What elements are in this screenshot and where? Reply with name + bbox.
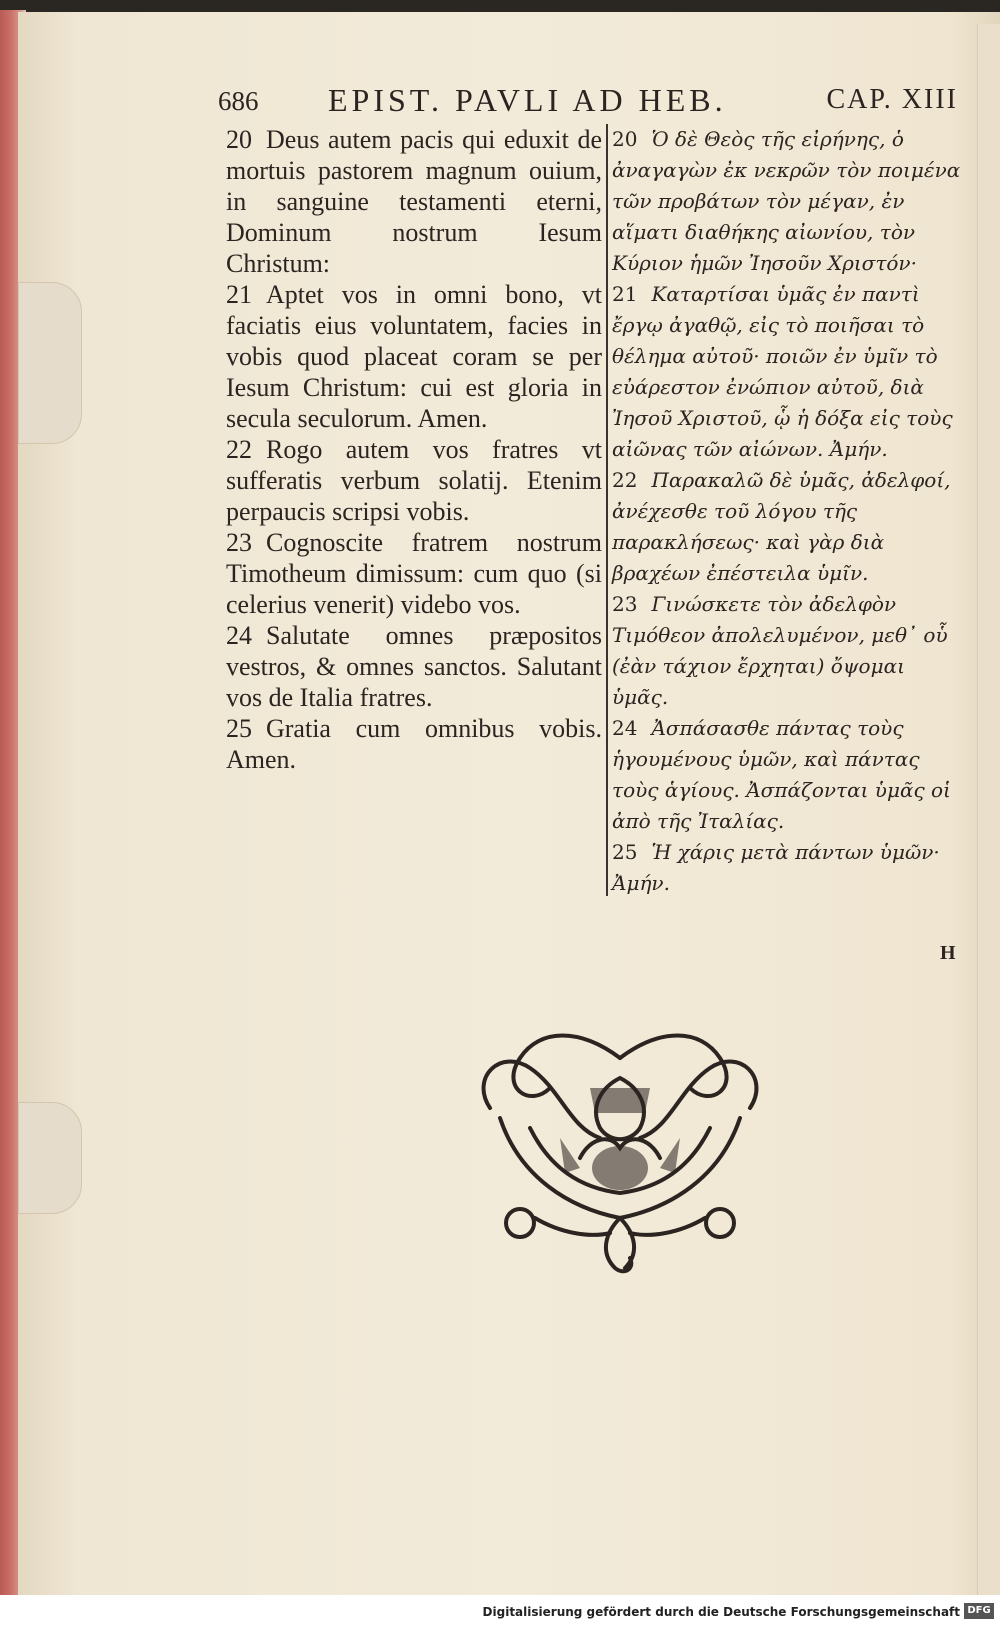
verse-number: 22 — [612, 468, 638, 492]
greek-verse — [612, 124, 962, 279]
running-header — [218, 82, 958, 126]
verse-number: 22 — [226, 435, 252, 464]
chapter-heading: CAP. XIII — [826, 84, 958, 115]
verse-text: Καταρτίσαι ὑμᾶς ἐν παντὶ ἔργῳ ἀγαθῷ, εἰς τὸ ποιῆσαι τὸ θέλημα αὐτοῦ· ποιῶν ἐν ὑμῖν τὸ εὐάρεστον ἐνώπιον αὐτοῦ, διὰ Ἰησοῦ Χριστοῦ, ᾧ ἡ δόξα εἰς τοὺς αἰῶνας τῶν αἰώνων. Ἀμήν. — [612, 282, 953, 461]
verse-number: 21 — [226, 280, 252, 309]
verse-number: 20 — [612, 127, 638, 151]
latin-verse — [226, 620, 602, 713]
ghost-tab-mark — [18, 1102, 82, 1214]
verse-text: Rogo autem vos fratres vt sufferatis verbum solatij. Etenim perpaucis scripsi vobis. — [226, 435, 602, 526]
running-title: EPIST. PAVLI AD HEB. — [328, 82, 727, 118]
verse-text: Ἀσπάσασθε πάντας τοὺς ἡγουμένους ὑμῶν, καὶ πάντας τοὺς ἁγίους. Ἀσπάζονται ὑμᾶς οἱ ἀπὸ τῆς Ἰταλίας. — [612, 716, 951, 833]
latin-verse — [226, 279, 602, 434]
verse-text: Gratia cum omnibus vobis. Amen. — [226, 714, 602, 774]
latin-verse — [226, 434, 602, 527]
greek-verse — [612, 837, 962, 899]
verse-number: 21 — [612, 282, 638, 306]
digitization-footer — [0, 1595, 1000, 1629]
footer-text: Digitalisierung gefördert durch die Deutsche Forschungsgemeinschaft — [482, 1605, 960, 1619]
latin-verse — [226, 124, 602, 279]
verse-number: 24 — [612, 716, 638, 740]
verse-text: Salutate omnes præpositos vestros, & omnes sanctos. Salutant vos de Italia fratres. — [226, 621, 602, 712]
verse-text: Παρακαλῶ δὲ ὑμᾶς, ἀδελφοί, ἀνέχεσθε τοῦ λόγου τῆς παρακλήσεως· καὶ γὰρ διὰ βραχέων ἐπέστειλα ὑμῖν. — [612, 468, 951, 585]
verse-number: 25 — [612, 840, 638, 864]
page-number: 686 — [218, 86, 259, 116]
latin-column — [226, 124, 602, 775]
verse-text: Cognoscite fratrem nostrum Timotheum dimissum: cum quo (si celerius venerit) videbo vos. — [226, 528, 602, 619]
column-rule — [606, 124, 608, 896]
verse-text: Γινώσκετε τὸν ἀδελφὸν Τιμόθεον ἀπολελυμένον, μεθ᾽ οὗ (ἐὰν τάχιον ἔρχηται) ὄψομαι ὑμᾶς. — [612, 592, 948, 709]
greek-column — [612, 124, 962, 899]
verse-text: Ἡ χάρις μετὰ πάντων ὑμῶν· Ἀμήν. — [612, 840, 940, 895]
catchword: H — [940, 942, 956, 964]
greek-verse — [612, 465, 962, 589]
verse-text: Ὁ δὲ Θεὸς τῆς εἰρήνης, ὁ ἀναγαγὼν ἐκ νεκρῶν τὸν ποιμένα τῶν προβάτων τὸν μέγαν, ἐν αἵματι διαθήκης αἰωνίου, τὸν Κύριον ἡμῶν Ἰησοῦν Χριστόν· — [612, 127, 961, 275]
verse-number: 20 — [226, 125, 252, 154]
greek-verse — [612, 713, 962, 837]
greek-verse — [612, 589, 962, 713]
ghost-tab-mark — [18, 282, 82, 444]
verse-number: 25 — [226, 714, 252, 743]
verse-number: 23 — [612, 592, 638, 616]
latin-verse — [226, 527, 602, 620]
verse-text: Aptet vos in omni bono, vt faciatis eius voluntatem, facies in vobis quod placeat coram se per Iesum Christum: cui est gloria in secula seculorum. Amen. — [226, 280, 602, 433]
greek-verse — [612, 279, 962, 465]
verse-number: 23 — [226, 528, 252, 557]
verse-text: Deus autem pacis qui eduxit de mortuis pastorem magnum ouium, in sanguine testamenti eterni, Dominum nostrum Iesum Christum: — [226, 125, 602, 278]
ornament-icon — [460, 1018, 780, 1298]
right-page-edge — [977, 24, 1000, 1607]
latin-verse — [226, 713, 602, 775]
verse-number: 24 — [226, 621, 252, 650]
dfg-logo-icon: DFG — [964, 1603, 994, 1619]
